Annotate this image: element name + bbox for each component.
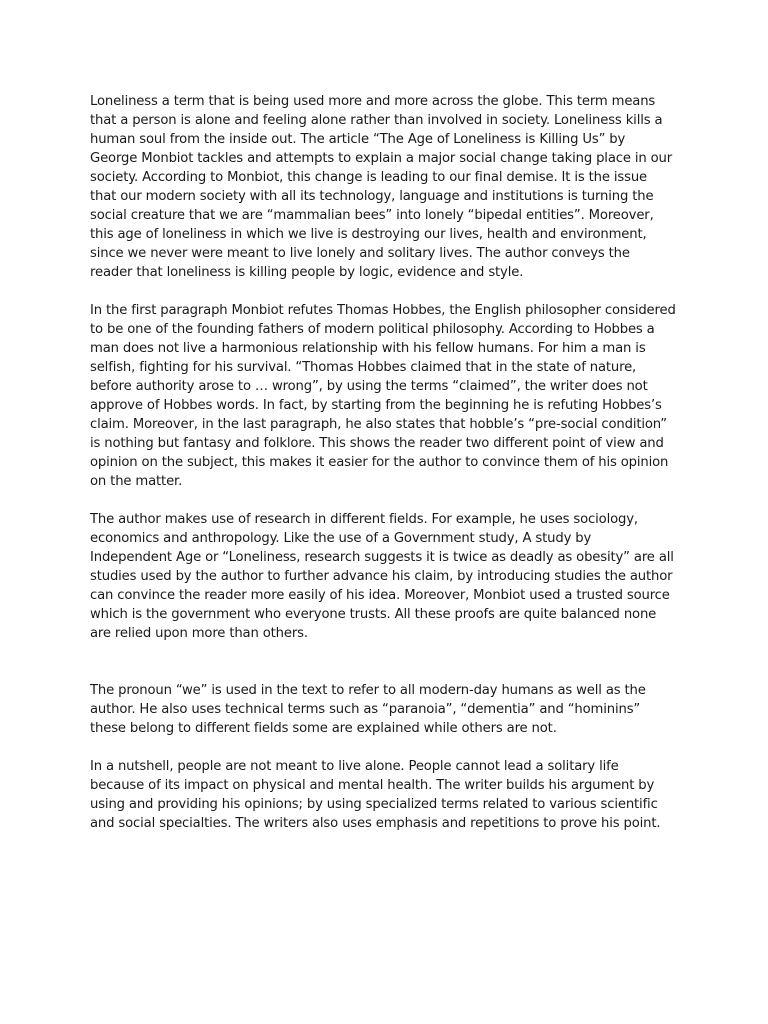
document-body [90,92,676,852]
paragraph-pronoun: The pronoun “we” is used in the text to refer to all modern-day humans as well as the author. He also uses technical terms such as “paranoia”, “dementia” and “hominins” these belong to different fields some are explained while others are not. [90,683,646,736]
paragraph-hobbes: In the first paragraph Monbiot refutes Thomas Hobbes, the English philosopher considered to be one of the founding fathers of modern political philosophy. According to Hobbes a man does not live a harmonious relationship with his fellow humans. For him a man is selfish, fighting for his survival. “Thomas Hobbes claimed that in the state of nature, before authority arose to … wrong”, by using the terms “claimed”, the writer does not approve of Hobbes words. In fact, by starting from the beginning he is refuting Hobbes’s claim. Moreover, in the last paragraph, he also states that hobble’s “pre-social condition” is nothing but fantasy and folklore. This shows the reader two different point of view and opinion on the subject, this makes it easier for the author to convince them of his opinion on the matter. [90,303,676,489]
paragraph-introduction: Loneliness a term that is being used more and more across the globe. This term means that a person is alone and feeling alone rather than involved in society. Loneliness kills a human soul from the inside out. The article “The Age of Loneliness is Killing Us” by George Monbiot tackles and attempts to explain a major social change taking place in our society. According to Monbiot, this change is leading to our final demise. It is the issue that our modern society with all its technology, language and institutions is turning the social creature that we are “mammalian bees” into lonely “bipedal entities”. Moreover, this age of loneliness in which we live is destroying our lives, health and environment, since we never were meant to live lonely and solitary lives. The author conveys the reader that loneliness is killing people by logic, evidence and style. [90,94,673,280]
paragraph-research: The author makes use of research in different fields. For example, he uses sociology, economics and anthropology. Like the use of a Government study, A study by Independent Age or “Loneliness, research suggests it is twice as deadly as obesity” are all studies used by the author to further advance his claim, by introducing studies the author can convince the reader more easily of his idea. Moreover, Monbiot used a trusted source which is the government who everyone trusts. All these proofs are quite balanced none are relied upon more than others. [90,512,674,641]
paragraph-conclusion: In a nutshell, people are not meant to live alone. People cannot lead a solitary life because of its impact on physical and mental health. The writer builds his argument by using and providing his opinions; by using specialized terms related to various scientific and social specialties. The writers also uses emphasis and repetitions to prove his point. [90,759,661,831]
